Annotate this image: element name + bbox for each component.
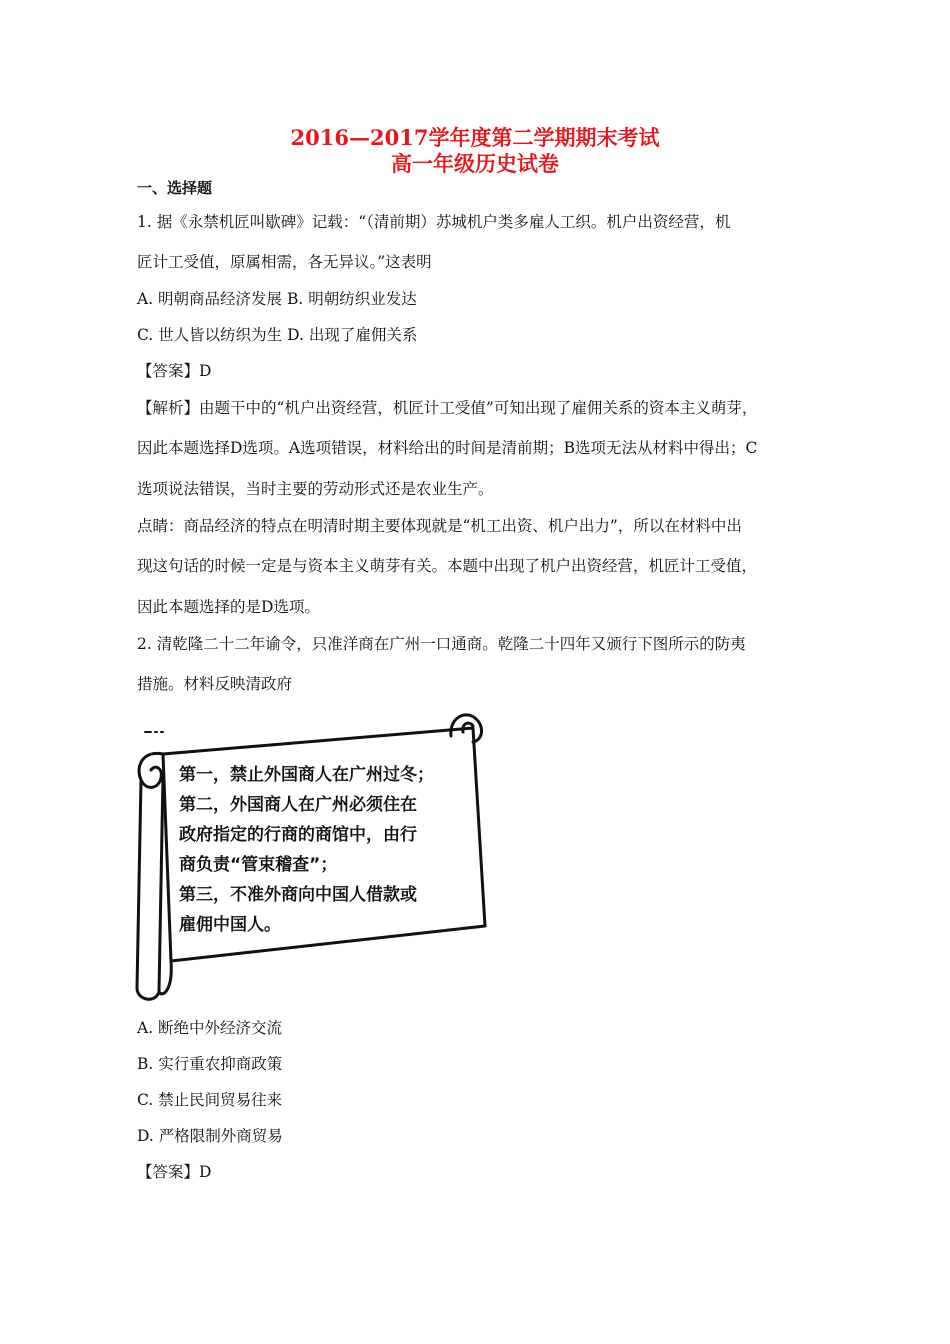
exam-title: 2016—2017学年度第二学期期末考试 <box>290 125 660 150</box>
scroll-line-2: 第二，外国商人在广州必须住在 <box>179 795 417 815</box>
scroll-line-4: 商负责“管束稽查”； <box>179 855 338 875</box>
q1-options-ab: A. 明朝商品经济发展 B. 明朝纺织业发达 <box>137 290 417 308</box>
q1-stem-line-2: 匠计工受值，原属相需，各无异议。”这表明 <box>137 253 432 271</box>
q1-stem-line-1: 1. 据《永禁机匠叫歇碑》记载：“（清前期）苏城机户类多雇人工织。机户出资经营，机 <box>137 213 731 231</box>
q2-option-c: C. 禁止民间贸易往来 <box>137 1091 283 1109</box>
q2-option-a: A. 断绝中外经济交流 <box>137 1019 283 1037</box>
q1-note-line-1: 点睛：商品经济的特点在明清时期主要体现就是“机工出资、机户出力”，所以在材料中出 <box>137 517 742 535</box>
q2-stem-line-1: 2. 清乾隆二十二年谕令，只准洋商在广州一口通商。乾隆二十四年又颁行下图所示的防夷 <box>137 635 746 653</box>
scroll-line-1: 第一，禁止外国商人在广州过冬； <box>179 765 434 785</box>
q1-analysis-line-3: 选项说法错误，当时主要的劳动形式还是农业生产。 <box>137 480 494 498</box>
exam-subtitle: 高一年级历史试卷 <box>391 151 559 176</box>
scroll-line-6: 雇佣中国人。 <box>179 915 281 935</box>
edict-scroll-figure <box>133 706 493 1004</box>
q2-option-d: D. 严格限制外商贸易 <box>137 1127 283 1145</box>
q1-answer: 【答案】D <box>137 362 212 380</box>
section-heading: 一、选择题 <box>137 179 213 197</box>
q1-note-line-2: 现这句话的时候一定是与资本主义萌芽有关。本题中出现了机户出资经营，机匠计工受值， <box>137 557 758 575</box>
q2-option-b: B. 实行重农抑商政策 <box>137 1055 283 1073</box>
q2-stem-line-2: 措施。材料反映清政府 <box>137 675 293 693</box>
scroll-line-3: 政府指定的行商的商馆中，由行 <box>179 825 417 845</box>
q2-answer: 【答案】D <box>137 1163 212 1181</box>
q1-analysis-line-1: 【解析】由题干中的“机户出资经营，机匠计工受值”可知出现了雇佣关系的资本主义萌芽， <box>137 399 758 417</box>
scroll-line-5: 第三，不准外商向中国人借款或 <box>179 885 417 905</box>
q1-options-cd: C. 世人皆以纺织为生 D. 出现了雇佣关系 <box>137 326 418 344</box>
q1-analysis-line-2: 因此本题选择D选项。A选项错误，材料给出的时间是清前期；B选项无法从材料中得出；C <box>137 439 758 457</box>
q1-note-line-3: 因此本题选择的是D选项。 <box>137 598 320 616</box>
